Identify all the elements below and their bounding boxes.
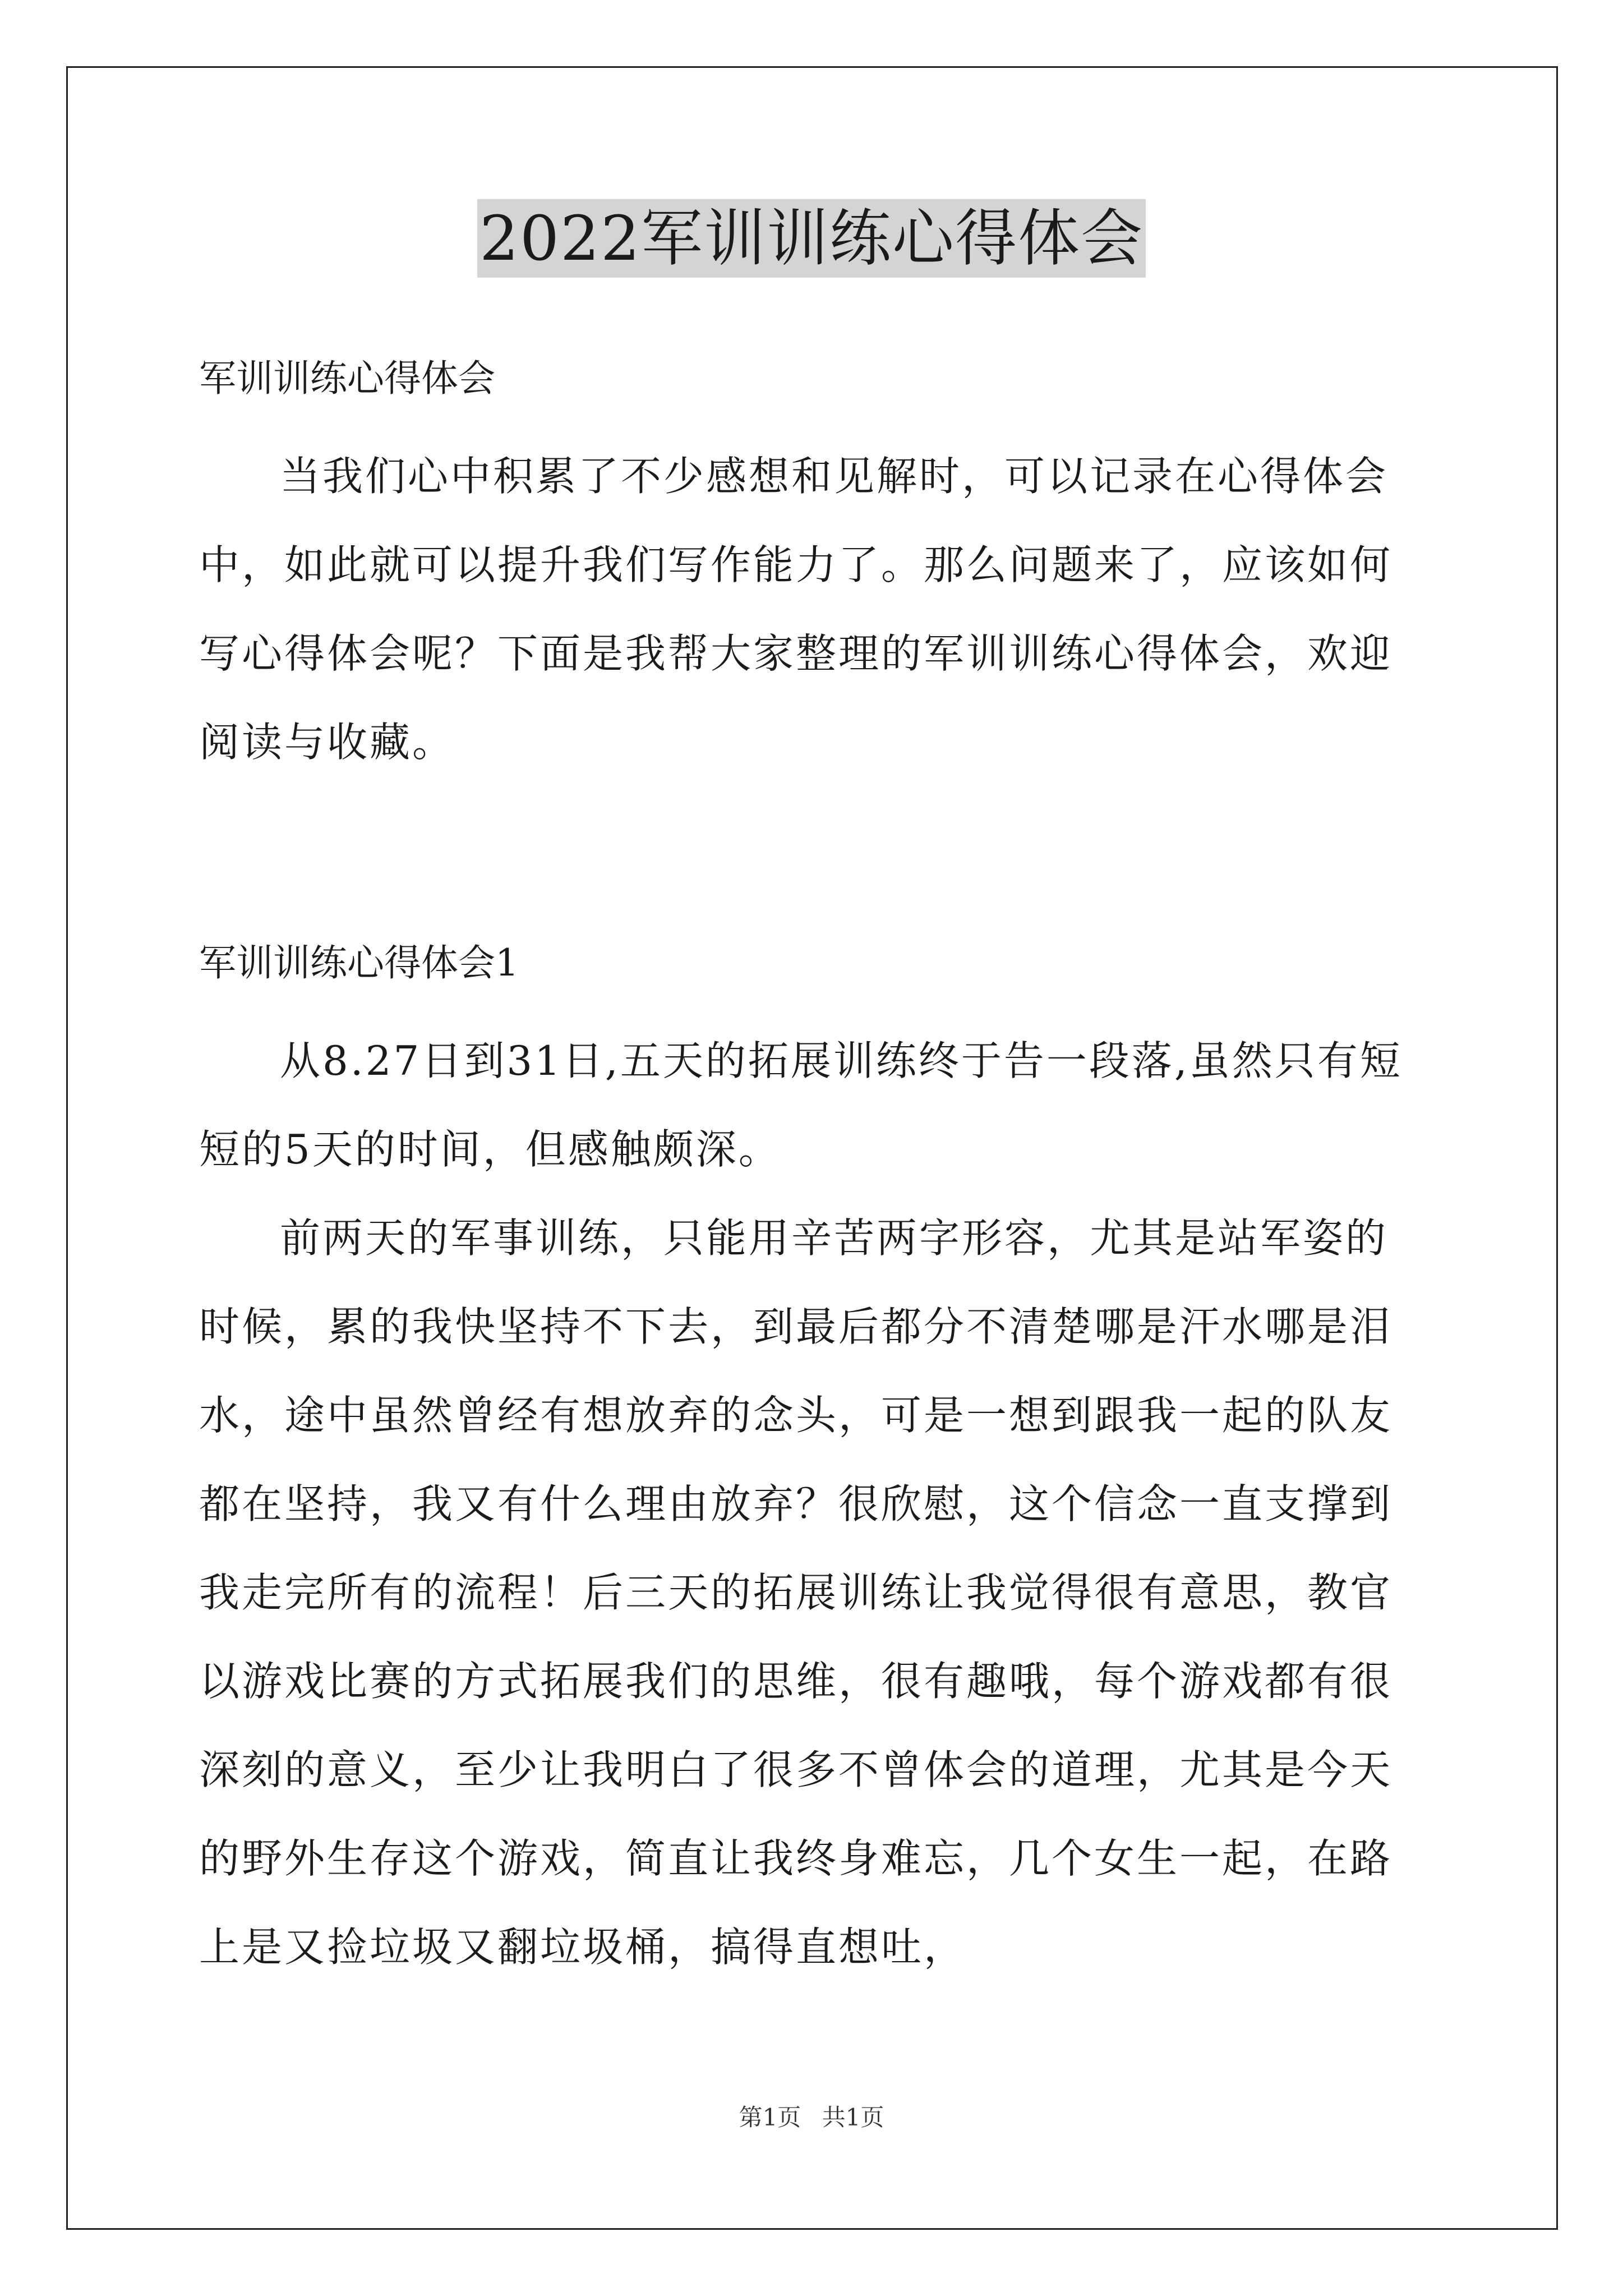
page-number-total: 共1页: [822, 2104, 884, 2131]
spacer: [199, 994, 1427, 1016]
intro-heading: 军训训练心得体会: [199, 357, 495, 400]
section1-paragraph-2: 前两天的军事训练，只能用辛苦两字形容，尤其是站军姿的时候，累的我快坚持不下去，到最后都分不清楚哪是汗水哪是泪水，途中虽然曾经有想放弃的念头，可是一想到跟我一起的队友都在坚持，我又有什么理由放弃？很欣慰，这个信念一直支撑到我走完所有的流程！后三天的拓展训练让我觉得很有意思，教官以游戏比赛的方式拓展我们的思维，很有趣哦，每个游戏都有很深刻的意义，至少让我明白了很多不曾体会的道理，尤其是今天的野外生存这个游戏，简直让我终身难忘，几个女生一起，在路上是又捡垃圾又翻垃圾桶，搞得直想吐，: [199, 1214, 1393, 1971]
title-block: [0, 199, 1623, 278]
spacer: [199, 409, 1427, 432]
document-title: 2022军训训练心得体会: [477, 199, 1146, 278]
section1-paragraph-1: 从8.27日到31日,五天的拓展训练终于告一段落,虽然只有短短的5天的时间，但感触颇深。: [199, 1037, 1403, 1173]
section1-heading: 军训训练心得体会1: [199, 941, 519, 984]
document-body: [199, 348, 1427, 1991]
spacer: [199, 786, 1427, 932]
page-footer: [0, 2101, 1623, 2134]
page-number-current: 第1页: [739, 2104, 801, 2131]
intro-paragraph: 当我们心中积累了不少感想和见解时，可以记录在心得体会中，如此就可以提升我们写作能力了。那么问题来了，应该如何写心得体会呢？下面是我帮大家整理的军训训练心得体会，欢迎阅读与收藏。: [199, 453, 1393, 766]
